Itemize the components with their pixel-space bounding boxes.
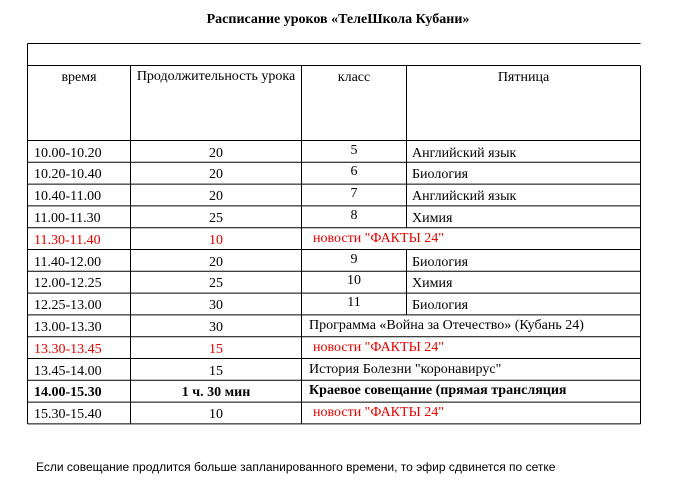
row-subject: Английский язык xyxy=(412,189,517,205)
row-grade: 8 xyxy=(350,207,358,223)
row-time: 10.40-11.00 xyxy=(34,189,102,205)
row-subject: Биология xyxy=(412,167,469,183)
row-grade: 10 xyxy=(347,273,361,289)
row-duration: 20 xyxy=(209,167,223,183)
row-time: 13.00-13.30 xyxy=(34,319,102,335)
row-time: 15.30-15.40 xyxy=(34,407,102,423)
row-subject: Биология xyxy=(412,254,469,270)
row-duration: 25 xyxy=(209,276,223,292)
footer-note: Если совещание продлится больше запланированного времени, то эфир сдвинется по сетке xyxy=(36,460,556,474)
row-time: 11.00-11.30 xyxy=(34,210,101,226)
row-duration: 20 xyxy=(209,254,223,270)
row-subject: Английский язык xyxy=(412,145,517,161)
row-time: 13.30-13.45 xyxy=(34,341,102,357)
row-duration: 30 xyxy=(209,319,223,335)
row-subject: Химия xyxy=(412,210,453,226)
row-grade: 7 xyxy=(350,186,358,202)
row-time: 13.45-14.00 xyxy=(34,363,102,379)
row-time: 10.20-10.40 xyxy=(34,167,102,183)
row-program: Программа «Война за Отечество» (Кубань 24) xyxy=(309,317,584,333)
row-program: Краевое совещание (прямая трансляция xyxy=(309,383,567,399)
row-grade: 6 xyxy=(350,164,358,180)
row-program: новости "ФАКТЫ 24" xyxy=(313,405,444,421)
row-time: 12.00-12.25 xyxy=(34,276,102,292)
row-time: 14.00-15.30 xyxy=(34,385,102,401)
row-duration: 10 xyxy=(209,407,223,423)
header-grade: класс xyxy=(337,70,371,85)
row-duration: 20 xyxy=(209,189,223,205)
row-program: История Болезни "коронавирус" xyxy=(309,361,502,377)
row-time: 11.30-11.40 xyxy=(34,232,101,248)
row-program: новости "ФАКТЫ 24" xyxy=(313,339,444,355)
row-subject: Химия xyxy=(412,276,453,292)
row-time: 12.25-13.00 xyxy=(34,298,102,314)
row-duration: 25 xyxy=(209,210,223,226)
row-grade: 5 xyxy=(350,142,358,158)
header-day: Пятница xyxy=(497,70,550,85)
row-duration: 1 ч. 30 мин xyxy=(181,385,251,401)
row-time: 10.00-10.20 xyxy=(34,145,102,161)
row-duration: 15 xyxy=(209,341,223,357)
row-subject: Биология xyxy=(412,298,469,314)
row-time: 11.40-12.00 xyxy=(34,254,102,270)
row-duration: 15 xyxy=(209,363,223,379)
row-duration: 20 xyxy=(209,145,223,161)
header-time: время xyxy=(61,70,97,85)
row-program: новости "ФАКТЫ 24" xyxy=(313,230,444,246)
row-grade: 9 xyxy=(350,251,358,267)
page-title: Расписание уроков «ТелеШкола Кубани» xyxy=(206,12,470,27)
row-duration: 10 xyxy=(209,232,223,248)
row-duration: 30 xyxy=(209,298,223,314)
header-duration: Продолжительность урока xyxy=(136,69,296,84)
row-grade: 11 xyxy=(347,295,361,311)
